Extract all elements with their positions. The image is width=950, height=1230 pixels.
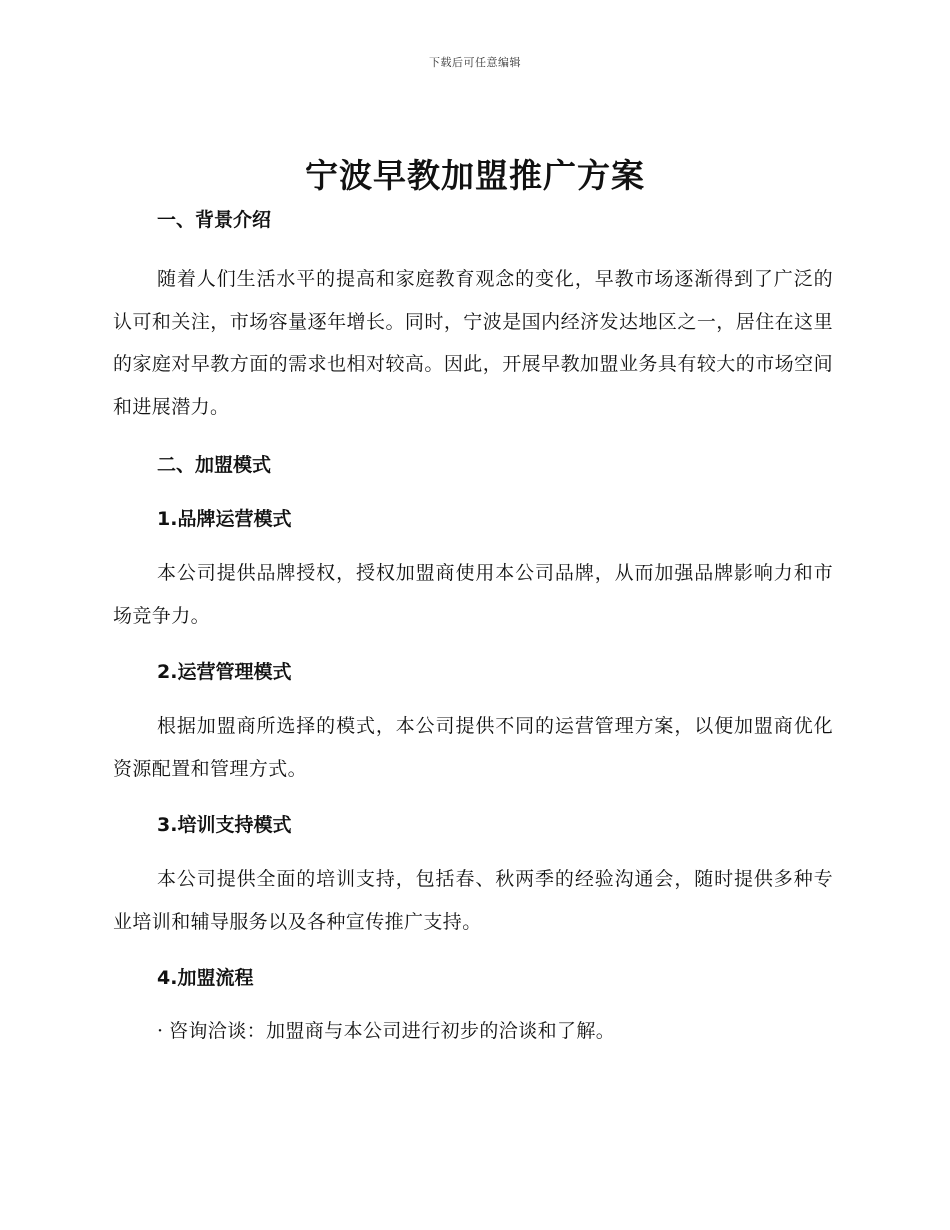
subsection-heading-operation: 2.运营管理模式 — [157, 661, 292, 683]
document-body — [113, 206, 833, 1046]
training-paragraph: 本公司提供全面的培训支持，包括春、秋两季的经验沟通会，随时提供多种专业培训和辅导服务以及各种宣传推广支持。 — [113, 868, 833, 933]
background-paragraph: 随着人们生活水平的提高和家庭教育观念的变化，早教市场逐渐得到了广泛的认可和关注，市场容量逐年增长。同时，宁波是国内经济发达地区之一，居住在这里的家庭对早教方面的需求也相对较高。因此，开展早教加盟业务具有较大的市场空间和进展潜力。 — [113, 268, 833, 418]
document-title: 宁波早教加盟推广方案 — [305, 156, 645, 195]
section-heading-background: 一、背景介绍 — [157, 209, 272, 231]
subsection-heading-training: 3.培训支持模式 — [157, 814, 292, 836]
subsection-heading-process: 4.加盟流程 — [157, 967, 254, 989]
operation-paragraph: 根据加盟商所选择的模式，本公司提供不同的运营管理方案，以便加盟商优化资源配置和管理方式。 — [113, 715, 833, 780]
list-item — [157, 1016, 833, 1046]
header-note: 下载后可任意编辑 — [429, 56, 521, 69]
subsection-heading-brand: 1.品牌运营模式 — [157, 508, 292, 530]
process-step-text: 咨询洽谈：加盟商与本公司进行初步的洽谈和了解。 — [169, 1020, 616, 1042]
bullet-icon: · — [157, 1020, 164, 1042]
section-heading-mode: 二、加盟模式 — [157, 454, 272, 476]
brand-paragraph: 本公司提供品牌授权，授权加盟商使用本公司品牌，从而加强品牌影响力和市场竞争力。 — [113, 562, 833, 627]
